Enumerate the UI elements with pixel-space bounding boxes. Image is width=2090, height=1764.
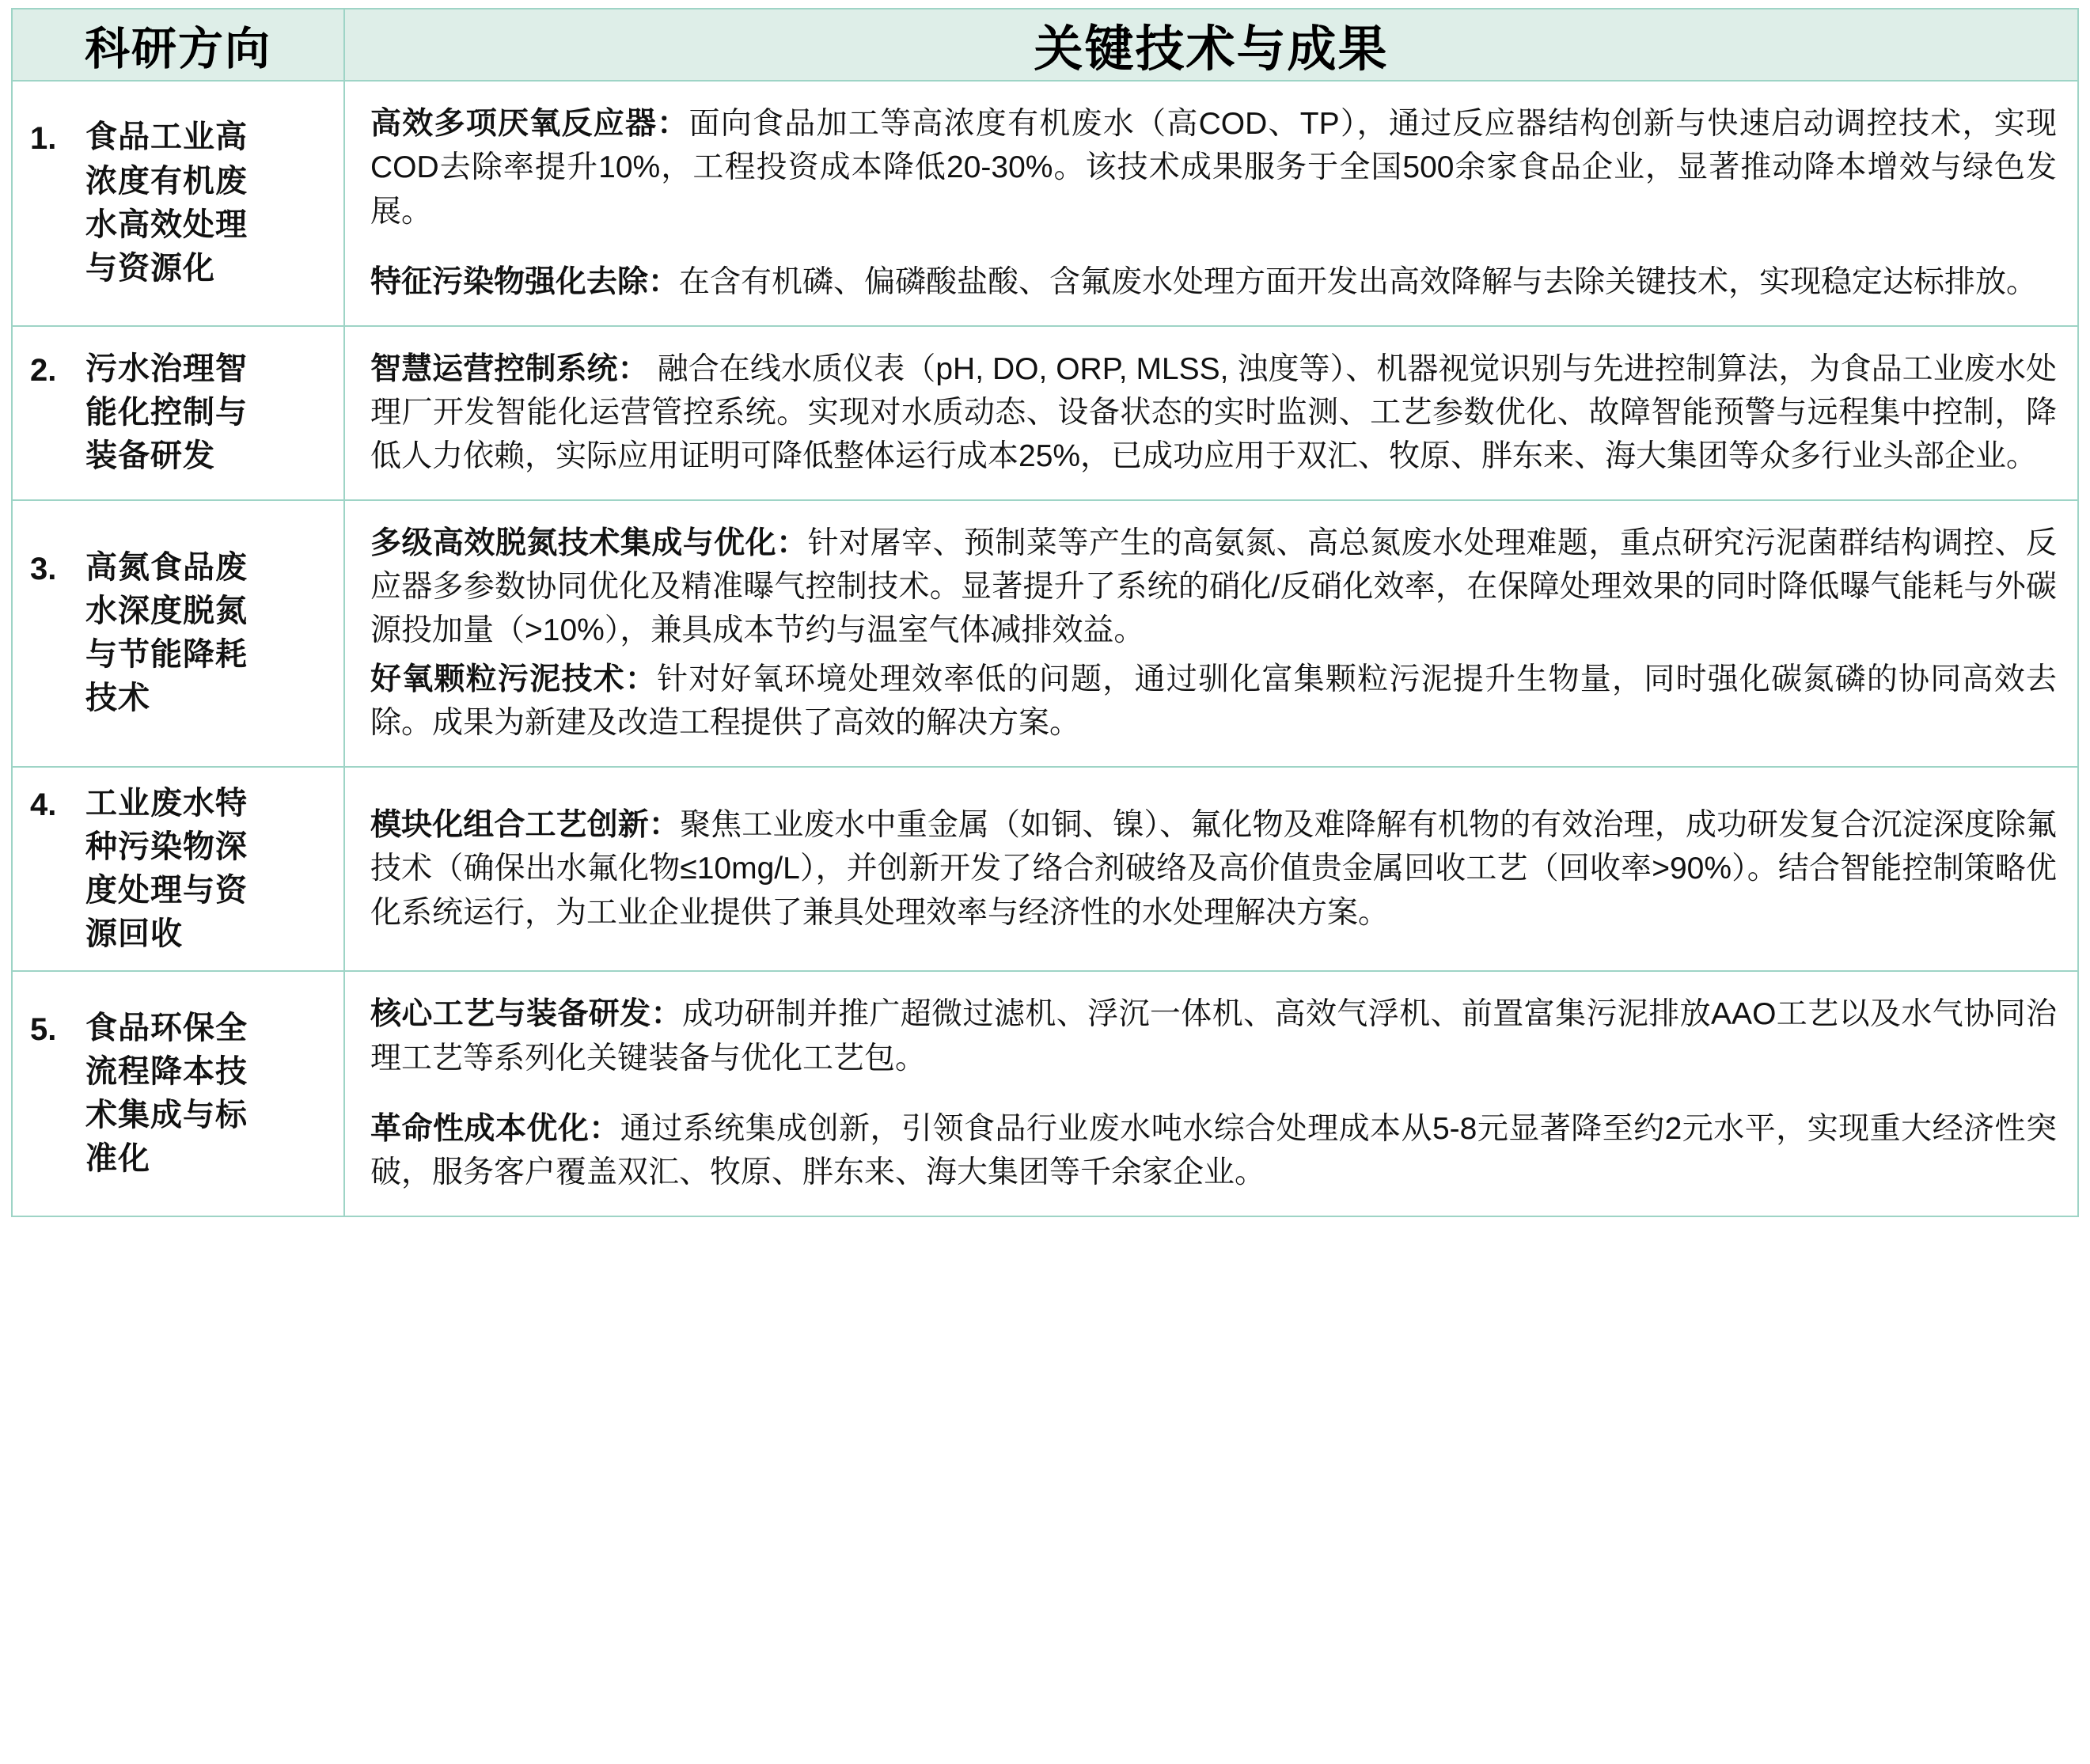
- paragraph-body: 在含有机磷、偏磷酸盐酸、含氟废水处理方面开发出高效降解与去除关键技术，实现稳定达标排放。: [679, 265, 2038, 300]
- column-header-direction: 科研方向: [12, 9, 344, 81]
- paragraph-lead: 智慧运营控制系统：: [370, 351, 649, 386]
- direction-cell: [12, 500, 344, 767]
- research-directions-table: [11, 8, 2079, 1217]
- paragraph-body: 通过系统集成创新，引领食品行业废水吨水综合处理成本从5-8元显著降至约2元水平，实现重大经济性突破，服务客户覆盖双汇、牧原、胖东来、海大集团等千余家企业。: [370, 1112, 2057, 1190]
- content-paragraph: [370, 102, 2057, 233]
- table-header-row: [12, 9, 2078, 81]
- table-row: [12, 767, 2078, 972]
- column-header-content: 关键技术与成果: [344, 9, 2078, 81]
- paragraph-body: 针对屠宰、预制菜等产生的高氨氮、高总氮废水处理难题，重点研究污泥菌群结构调控、反应器多参数协同优化及精准曝气控制技术。显著提升了系统的硝化/反硝化效率，在保障处理效果的同时降低曝气能耗与外碳源投加量（>10%），兼具成本节约与温室气体减排效益。: [370, 525, 2057, 648]
- row-index: 1.: [30, 121, 57, 157]
- content-cell: [344, 81, 2078, 326]
- content-paragraph: [370, 1107, 2057, 1195]
- paragraph-lead: 核心工艺与装备研发：: [370, 997, 682, 1032]
- content-paragraph: [370, 522, 2057, 653]
- table-row: [12, 81, 2078, 326]
- paragraph-body: 面向食品加工等高浓度有机废水（高COD、TP），通过反应器结构创新与快速启动调控技术，实现COD去除率提升10%，工程投资成本降低20-30%。该技术成果服务于全国500余家食品企业，显著推动降本增效与绿色发展。: [370, 107, 2057, 229]
- direction-label: 高氮食品废水深度脱氮与节能降耗技术: [85, 549, 248, 716]
- direction-cell: [12, 326, 344, 500]
- direction-cell: [12, 971, 344, 1216]
- content-paragraph: [370, 803, 2057, 935]
- table-row: [12, 500, 2078, 767]
- content-paragraph: [370, 658, 2057, 745]
- paragraph-lead: 特征污染物强化去除：: [370, 265, 680, 300]
- direction-label: 食品工业高浓度有机废水高效处理与资源化: [85, 119, 248, 286]
- content-cell: [344, 326, 2078, 500]
- paragraph-body: 融合在线水质仪表（pH, DO, ORP, MLSS, 浊度等）、机器视觉识别与先进控制算法，为食品工业废水处理厂开发智能化运营管控系统。实现对水质动态、设备状态的实时监测、工艺参数优化、故障智能预警与远程集中控制，降低人力依赖，实际应用证明可降低整体运行成本25%，已成功应用于双汇、牧原、胖东来、海大集团等众多行业头部企业。: [370, 351, 2057, 474]
- content-cell: [344, 767, 2078, 972]
- table-row: [12, 971, 2078, 1216]
- content-paragraph: [370, 992, 2057, 1080]
- paragraph-lead: 高效多项厌氧反应器：: [370, 107, 689, 141]
- table-row: [12, 326, 2078, 500]
- table-header: [12, 9, 2078, 81]
- paragraph-body: 针对好氧环境处理效率低的问题，通过驯化富集颗粒污泥提升生物量，同时强化碳氮磷的协同高效去除。成果为新建及改造工程提供了高效的解决方案。: [370, 662, 2057, 741]
- row-index: 2.: [30, 352, 57, 388]
- direction-cell: [12, 767, 344, 972]
- paragraph-lead: 多级高效脱氮技术集成与优化：: [370, 525, 808, 560]
- direction-label: 污水治理智能化控制与装备研发: [85, 351, 248, 474]
- row-index: 3.: [30, 551, 57, 586]
- direction-cell: [12, 81, 344, 326]
- content-cell: [344, 500, 2078, 767]
- content-paragraph: [370, 347, 2057, 479]
- content-cell: [344, 971, 2078, 1216]
- paragraph-lead: 革命性成本优化：: [370, 1112, 620, 1146]
- content-paragraph: [370, 260, 2057, 304]
- paragraph-lead: 好氧颗粒污泥技术：: [370, 662, 658, 696]
- row-index: 4.: [30, 787, 57, 822]
- paragraph-lead: 模块化组合工艺创新：: [370, 807, 681, 842]
- row-index: 5.: [30, 1011, 57, 1047]
- paragraph-body: 聚焦工业废水中重金属（如铜、镍）、氟化物及难降解有机物的有效治理，成功研发复合沉淀深度除氟技术（确保出水氟化物≤10mg/L），并创新开发了络合剂破络及高价值贵金属回收工艺（回收率>90%）。结合智能控制策略优化系统运行，为工业企业提供了兼具处理效率与经济性的水处理解决方案。: [370, 807, 2057, 930]
- direction-label: 工业废水特种污染物深度处理与资源回收: [85, 785, 248, 952]
- paragraph-body: 成功研制并推广超微过滤机、浮沉一体机、高效气浮机、前置富集污泥排放AAO工艺以及水气协同治理工艺等系列化关键装备与优化工艺包。: [370, 997, 2057, 1075]
- table-body: [12, 81, 2078, 1216]
- direction-label: 食品环保全流程降本技术集成与标准化: [85, 1010, 248, 1177]
